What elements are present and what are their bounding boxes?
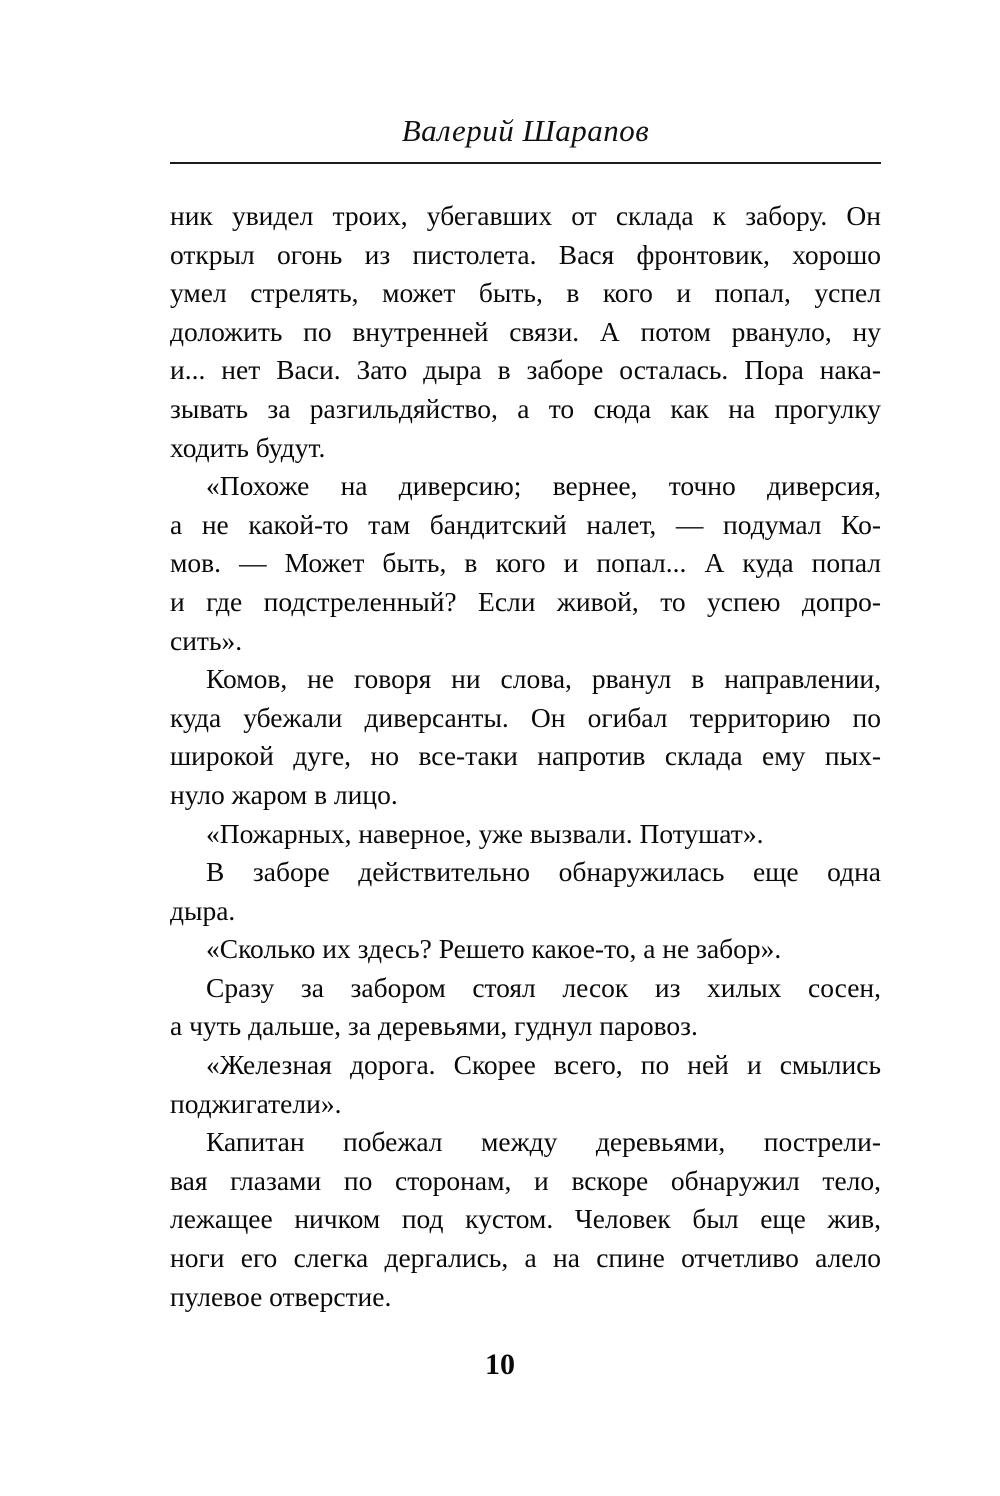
text-line: сить». — [170, 624, 243, 656]
text-line: пулевое отверстие. — [170, 1280, 392, 1312]
text-line: В заборе действительно обнаружилась еще одна — [206, 856, 881, 888]
paragraph — [170, 815, 881, 854]
text-line: зывать за разгильдяйство, а то сюда как на прогулку — [170, 392, 881, 424]
text-line: нуло жаром в лицо. — [170, 778, 398, 810]
paragraph — [170, 197, 881, 467]
paragraph — [170, 660, 881, 814]
text-line: поджигатели». — [170, 1087, 342, 1119]
text-line: и где подстреленный? Если живой, то успею допро- — [170, 585, 881, 617]
text-line: вая глазами по сторонам, и вскоре обнаружил тело, — [170, 1164, 881, 1196]
text-line: «Пожарных, наверное, уже вызвали. Потушат». — [206, 817, 764, 849]
text-line: а чуть дальше, за деревьями, гуднул паровоз. — [170, 1010, 698, 1042]
text-line: доложить по внутренней связи. А потом рвануло, ну — [170, 315, 881, 347]
text-line: ходить будут. — [170, 431, 326, 463]
text-line: куда убежали диверсанты. Он огибал территорию по — [170, 701, 881, 733]
text-line: мов. — Может быть, в кого и попал... А куда попал — [170, 547, 881, 579]
text-line: Капитан побежал между деревьями, пострели- — [206, 1126, 881, 1158]
text-line: «Похоже на диверсию; вернее, точно диверсия, — [206, 470, 881, 502]
text-line: Сразу за забором стоял лесок из хилых сосен, — [206, 971, 881, 1003]
page-number: 10 — [485, 1348, 515, 1381]
body-text — [170, 197, 881, 1316]
header-rule — [170, 162, 881, 164]
text-line: а не какой-то там бандитский налет, — подумал Ко- — [170, 508, 881, 540]
paragraph — [170, 853, 881, 930]
running-header-author: Валерий Шарапов — [401, 113, 650, 148]
text-line: и... нет Васи. Зато дыра в заборе осталась. Пора нака- — [170, 354, 881, 386]
text-block — [170, 0, 881, 1496]
text-line: открыл огонь из пистолета. Вася фронтовик, хорошо — [170, 238, 881, 270]
text-line: умел стрелять, может быть, в кого и попал, успел — [170, 277, 881, 309]
text-line: «Сколько их здесь? Решето какое-то, а не забор». — [206, 933, 782, 965]
paragraph — [170, 930, 881, 969]
text-line: дыра. — [170, 894, 236, 926]
paragraph — [170, 1123, 881, 1316]
text-line: ноги его слегка дергались, а на спине отчетливо алело — [170, 1242, 881, 1274]
text-line: лежащее ничком под кустом. Человек был еще жив, — [170, 1203, 881, 1235]
text-line: Комов, не говоря ни слова, рванул в направлении, — [206, 663, 881, 695]
paragraph — [170, 1046, 881, 1123]
text-line: «Железная дорога. Скорее всего, по ней и смылись — [206, 1049, 881, 1081]
text-line: широкой дуге, но все-таки напротив склада ему пых- — [170, 740, 881, 772]
paragraph — [170, 969, 881, 1046]
paragraph — [170, 467, 881, 660]
text-line: ник увидел троих, убегавших от склада к забору. Он — [170, 200, 881, 231]
